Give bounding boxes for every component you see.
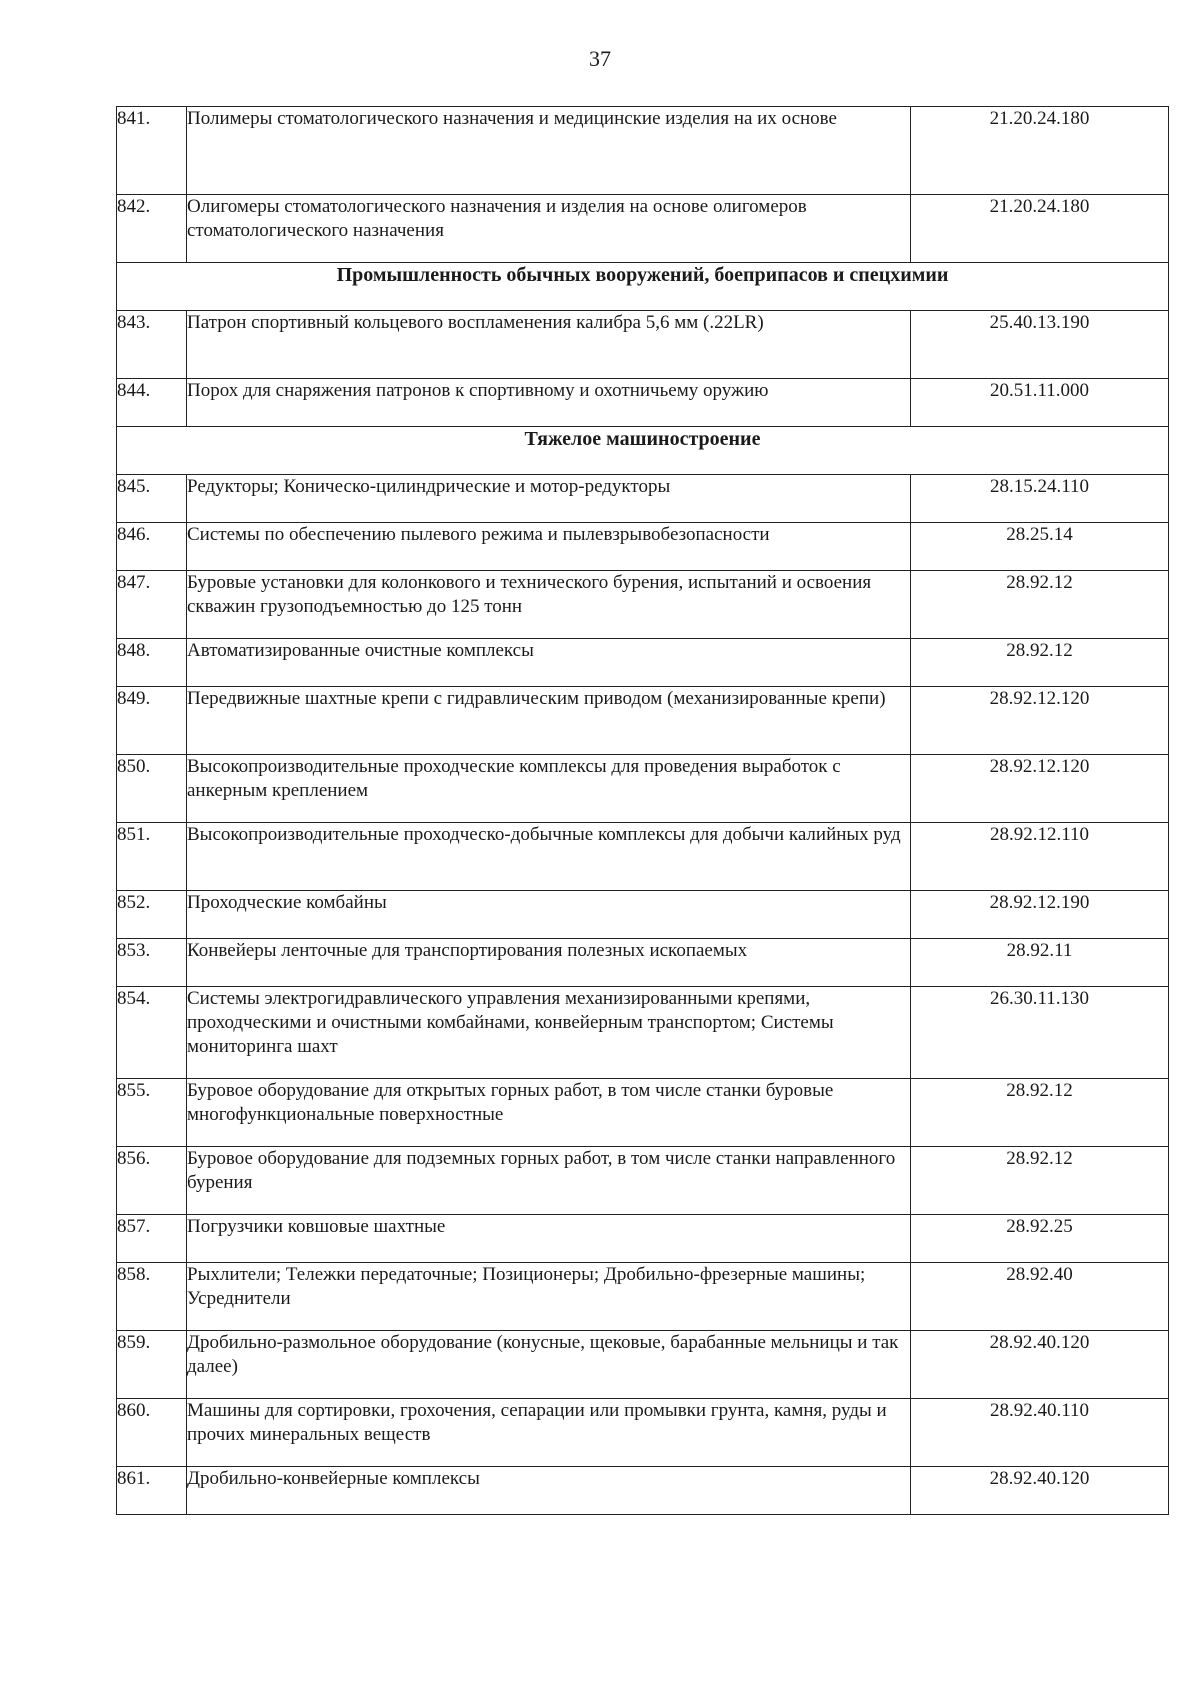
row-number: 850. — [117, 755, 187, 823]
okpd-code: 28.92.12 — [911, 639, 1169, 687]
okpd-code: 28.92.12.120 — [911, 687, 1169, 755]
okpd-code: 20.51.11.000 — [911, 379, 1169, 427]
product-name: Машины для сортировки, грохочения, сепарации или промывки грунта, камня, руды и прочих минеральных веществ — [187, 1399, 911, 1467]
row-number: 843. — [117, 311, 187, 379]
okpd-code: 25.40.13.190 — [911, 311, 1169, 379]
table-row — [117, 311, 1169, 379]
okpd-code: 28.92.12 — [911, 1147, 1169, 1215]
row-number: 849. — [117, 687, 187, 755]
okpd-code: 28.92.25 — [911, 1215, 1169, 1263]
product-name: Рыхлители; Тележки передаточные; Позиционеры; Дробильно-фрезерные машины; Усреднители — [187, 1263, 911, 1331]
product-name: Патрон спортивный кольцевого воспламенения калибра 5,6 мм (.22LR) — [187, 311, 911, 379]
table-row — [117, 523, 1169, 571]
product-name: Передвижные шахтные крепи с гидравлическим приводом (механизированные крепи) — [187, 687, 911, 755]
table-row — [117, 1467, 1169, 1515]
product-name: Редукторы; Коническо-цилиндрические и мотор-редукторы — [187, 475, 911, 523]
table-row — [117, 475, 1169, 523]
row-number: 846. — [117, 523, 187, 571]
row-number: 858. — [117, 1263, 187, 1331]
table-row — [117, 987, 1169, 1079]
okpd-code: 26.30.11.130 — [911, 987, 1169, 1079]
product-name: Высокопроизводительные проходческие комплексы для проведения выработок с анкерным креплением — [187, 755, 911, 823]
row-number: 857. — [117, 1215, 187, 1263]
row-number: 854. — [117, 987, 187, 1079]
table-row — [117, 687, 1169, 755]
product-name: Дробильно-конвейерные комплексы — [187, 1467, 911, 1515]
row-number: 855. — [117, 1079, 187, 1147]
product-name: Автоматизированные очистные комплексы — [187, 639, 911, 687]
table-row — [117, 379, 1169, 427]
row-number: 842. — [117, 195, 187, 263]
product-name: Конвейеры ленточные для транспортирования полезных ископаемых — [187, 939, 911, 987]
table-row — [117, 1263, 1169, 1331]
row-number: 844. — [117, 379, 187, 427]
product-name: Буровые установки для колонкового и технического бурения, испытаний и освоения скважин грузоподъемностью до 125 тонн — [187, 571, 911, 639]
row-number: 847. — [117, 571, 187, 639]
okpd-code: 28.92.40.110 — [911, 1399, 1169, 1467]
product-name: Олигомеры стоматологического назначения и изделия на основе олигомеров стоматологического назначения — [187, 195, 911, 263]
product-name: Полимеры стоматологического назначения и медицинские изделия на их основе — [187, 107, 911, 195]
row-number: 852. — [117, 891, 187, 939]
table-row — [117, 1399, 1169, 1467]
okpd-code: 28.15.24.110 — [911, 475, 1169, 523]
row-number: 859. — [117, 1331, 187, 1399]
row-number: 851. — [117, 823, 187, 891]
row-number: 848. — [117, 639, 187, 687]
table-row — [117, 639, 1169, 687]
product-name: Проходческие комбайны — [187, 891, 911, 939]
product-name: Буровое оборудование для открытых горных работ, в том числе станки буровые многофункциональные поверхностные — [187, 1079, 911, 1147]
row-number: 861. — [117, 1467, 187, 1515]
table-row — [117, 195, 1169, 263]
table-body — [117, 107, 1169, 1515]
product-name: Дробильно-размольное оборудование (конусные, щековые, барабанные мельницы и так далее) — [187, 1331, 911, 1399]
okpd-code: 28.92.12.110 — [911, 823, 1169, 891]
okpd-code: 21.20.24.180 — [911, 107, 1169, 195]
table-row — [117, 571, 1169, 639]
section-row — [117, 263, 1169, 311]
row-number: 860. — [117, 1399, 187, 1467]
table-row — [117, 1331, 1169, 1399]
okpd-code: 28.92.12 — [911, 571, 1169, 639]
product-name: Буровое оборудование для подземных горных работ, в том числе станки направленного бурения — [187, 1147, 911, 1215]
table-row — [117, 1147, 1169, 1215]
okpd-code: 28.92.40.120 — [911, 1467, 1169, 1515]
table-row — [117, 1079, 1169, 1147]
okpd-code: 28.25.14 — [911, 523, 1169, 571]
product-name: Системы электрогидравлического управления механизированными крепями, проходческими и очистными комбайнами, конвейерным транспортом; Системы мониторинга шахт — [187, 987, 911, 1079]
okpd-code: 21.20.24.180 — [911, 195, 1169, 263]
product-table — [116, 106, 1169, 1515]
okpd-code: 28.92.40.120 — [911, 1331, 1169, 1399]
row-number: 853. — [117, 939, 187, 987]
table-row — [117, 107, 1169, 195]
section-title: Промышленность обычных вооружений, боеприпасов и спецхимии — [117, 263, 1169, 311]
table-row — [117, 823, 1169, 891]
product-name: Погрузчики ковшовые шахтные — [187, 1215, 911, 1263]
okpd-code: 28.92.11 — [911, 939, 1169, 987]
row-number: 841. — [117, 107, 187, 195]
product-name: Порох для снаряжения патронов к спортивному и охотничьему оружию — [187, 379, 911, 427]
okpd-code: 28.92.40 — [911, 1263, 1169, 1331]
okpd-code: 28.92.12.190 — [911, 891, 1169, 939]
table-row — [117, 891, 1169, 939]
okpd-code: 28.92.12.120 — [911, 755, 1169, 823]
row-number: 856. — [117, 1147, 187, 1215]
okpd-code: 28.92.12 — [911, 1079, 1169, 1147]
row-number: 845. — [117, 475, 187, 523]
section-row — [117, 427, 1169, 475]
product-name: Высокопроизводительные проходческо-добычные комплексы для добычи калийных руд — [187, 823, 911, 891]
table-row — [117, 939, 1169, 987]
section-title: Тяжелое машиностроение — [117, 427, 1169, 475]
table-row — [117, 1215, 1169, 1263]
page-number: 37 — [589, 46, 611, 71]
product-name: Системы по обеспечению пылевого режима и пылевзрывобезопасности — [187, 523, 911, 571]
table-row — [117, 755, 1169, 823]
